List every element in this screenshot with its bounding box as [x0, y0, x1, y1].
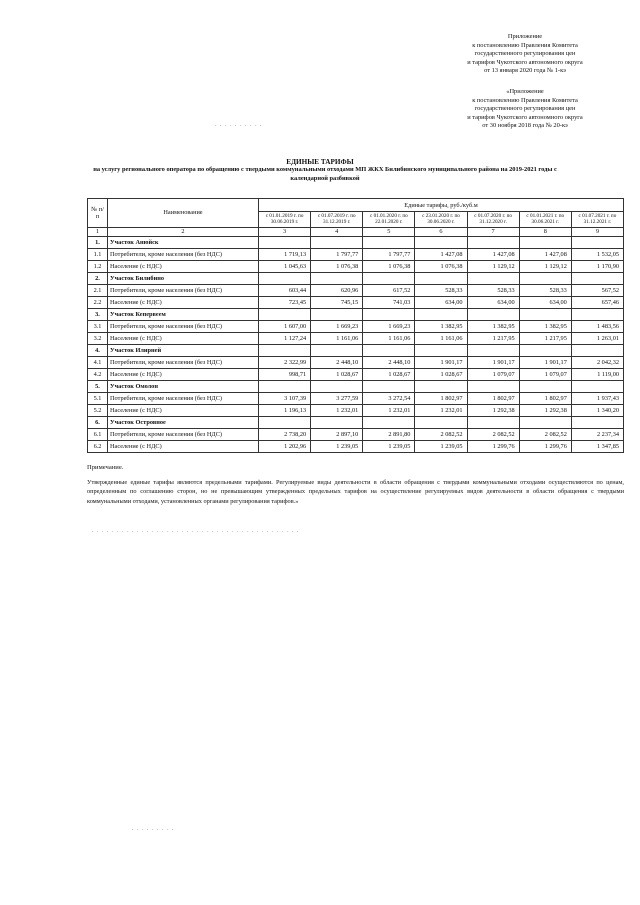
- section-name: Участок Илирней: [108, 344, 259, 356]
- row-number: 2.1: [88, 284, 108, 296]
- tariff-value: [467, 416, 519, 428]
- tariff-value: [311, 272, 363, 284]
- tariff-value: [571, 344, 623, 356]
- row-number: 1.: [88, 236, 108, 248]
- column-index: 9: [571, 227, 623, 236]
- header-line: к постановлению Правления Комитета: [472, 96, 578, 104]
- header-line: Приложение: [507, 33, 543, 40]
- row-name: Потребители, кроме населения (без НДС): [108, 356, 259, 368]
- table-row: [88, 248, 624, 260]
- header-line: государственного регулирования цен: [474, 50, 576, 58]
- section-name: Участок Кепервеем: [108, 308, 259, 320]
- col-name-header: Наименование: [108, 199, 259, 228]
- appendix-header: [430, 33, 620, 76]
- scan-noise: . . . . . . . . .: [132, 826, 175, 832]
- appendix-header-original: [430, 88, 620, 131]
- column-index: 1: [88, 227, 108, 236]
- tariff-value: [259, 344, 311, 356]
- tariff-value: 1 901,17: [467, 356, 519, 368]
- row-number: 1.2: [88, 260, 108, 272]
- tariff-value: 1 196,13: [259, 404, 311, 416]
- tariff-value: [519, 308, 571, 320]
- tariff-value: 2 082,52: [415, 428, 467, 440]
- tariff-value: [415, 236, 467, 248]
- tariff-value: [415, 380, 467, 392]
- tariff-value: 745,15: [311, 296, 363, 308]
- tariff-value: 1 217,95: [519, 332, 571, 344]
- tariff-value: 1 028,67: [311, 368, 363, 380]
- tariff-value: 2 448,10: [363, 356, 415, 368]
- table-row: [88, 404, 624, 416]
- note-text: Утвержденные единые тарифы являются предельными тарифами. Регулируемые виды деятельности в области обращения с твердыми коммунальными отходами осуществляются по ценам, определенным по соглашению сторон, но не превышающим утвержденных предельных тарифов на осуществление регулируемых видов деятельности в области обращения с твердыми коммунальными отходами, установленных органами регулирования тарифов.»: [87, 479, 624, 505]
- tariff-value: 1 239,05: [415, 440, 467, 452]
- period-header: с 01.07.2019 г. по 31.12.2019 г.: [311, 212, 363, 228]
- tariff-value: 1 802,97: [519, 392, 571, 404]
- tariff-value: 1 901,17: [519, 356, 571, 368]
- tariff-value: 2 042,32: [571, 356, 623, 368]
- tariff-value: 1 802,97: [467, 392, 519, 404]
- column-index: 7: [467, 227, 519, 236]
- tariff-value: [519, 344, 571, 356]
- period-header: с 23.01.2020 г. по 30.06.2020 г.: [415, 212, 467, 228]
- header-line: от 13 января 2020 года № 1-кэ: [484, 67, 566, 75]
- tariff-value: 3 277,59: [311, 392, 363, 404]
- row-number: 4.1: [88, 356, 108, 368]
- tariff-value: [311, 344, 363, 356]
- tariff-value: [311, 236, 363, 248]
- row-name: Население (с НДС): [108, 440, 259, 452]
- tariff-value: 1 129,12: [519, 260, 571, 272]
- tariff-value: 1 427,08: [415, 248, 467, 260]
- header-line: «Приложение: [506, 88, 544, 95]
- tariff-value: 1 239,05: [311, 440, 363, 452]
- column-index: 6: [415, 227, 467, 236]
- period-header: с 01.01.2021 г. по 30.06.2021 г.: [519, 212, 571, 228]
- tariff-value: 1 028,67: [363, 368, 415, 380]
- period-header: с 01.07.2021 г. по 31.12.2021 г.: [571, 212, 623, 228]
- tariff-value: [259, 236, 311, 248]
- row-number: 4.: [88, 344, 108, 356]
- row-name: Население (с НДС): [108, 260, 259, 272]
- tariff-value: 620,96: [311, 284, 363, 296]
- section-name: Участок Омолон: [108, 380, 259, 392]
- row-number: 5.2: [88, 404, 108, 416]
- section-row: [88, 236, 624, 248]
- tariff-value: 2 448,10: [311, 356, 363, 368]
- tariff-value: 1 382,95: [467, 320, 519, 332]
- row-name: Население (с НДС): [108, 296, 259, 308]
- tariff-value: 1 669,23: [363, 320, 415, 332]
- tariff-value: 1 340,20: [571, 404, 623, 416]
- section-row: [88, 272, 624, 284]
- tariff-value: 528,33: [467, 284, 519, 296]
- tariff-value: 1 797,77: [363, 248, 415, 260]
- row-name: Потребители, кроме населения (без НДС): [108, 284, 259, 296]
- tariff-value: 1 937,43: [571, 392, 623, 404]
- tariff-value: [519, 380, 571, 392]
- tariff-value: [363, 380, 415, 392]
- section-name: Участок Анюйск: [108, 236, 259, 248]
- table-row: [88, 320, 624, 332]
- header-line: к постановлению Правления Комитета: [472, 41, 578, 49]
- row-number: 5.1: [88, 392, 108, 404]
- tariff-value: 1 382,95: [415, 320, 467, 332]
- tariff-value: 1 483,56: [571, 320, 623, 332]
- column-index: 8: [519, 227, 571, 236]
- period-header: с 01.01.2019 г. по 30.06.2019 г.: [259, 212, 311, 228]
- tariff-value: 1 719,13: [259, 248, 311, 260]
- table-row: [88, 332, 624, 344]
- tariff-value: 2 891,80: [363, 428, 415, 440]
- tariff-value: 1 232,01: [415, 404, 467, 416]
- tariff-value: [519, 272, 571, 284]
- row-number: 1.1: [88, 248, 108, 260]
- tariff-value: [415, 308, 467, 320]
- tariff-value: 1 232,01: [311, 404, 363, 416]
- tariff-value: 1 292,38: [467, 404, 519, 416]
- tariff-value: 1 217,95: [467, 332, 519, 344]
- row-number: 6.: [88, 416, 108, 428]
- tariff-value: 617,52: [363, 284, 415, 296]
- tariff-value: [467, 236, 519, 248]
- tariff-value: 1 292,38: [519, 404, 571, 416]
- tariff-value: 3 107,39: [259, 392, 311, 404]
- row-name: Потребители, кроме населения (без НДС): [108, 428, 259, 440]
- section-row: [88, 308, 624, 320]
- tariff-value: 634,00: [467, 296, 519, 308]
- tariff-value: [571, 416, 623, 428]
- section-row: [88, 344, 624, 356]
- row-name: Потребители, кроме населения (без НДС): [108, 320, 259, 332]
- tariff-value: 1 797,77: [311, 248, 363, 260]
- tariff-value: [259, 416, 311, 428]
- header-line: и тарифов Чукотского автономного округа: [467, 58, 583, 66]
- period-header: с 01.07.2020 г. по 31.12.2020 г.: [467, 212, 519, 228]
- header-line: и тарифов Чукотского автономного округа: [467, 113, 583, 121]
- tariff-value: 1 127,24: [259, 332, 311, 344]
- tariff-value: [467, 308, 519, 320]
- header-line: от 30 ноября 2018 года № 20-кэ: [482, 122, 568, 130]
- row-name: Потребители, кроме населения (без НДС): [108, 392, 259, 404]
- column-index: 5: [363, 227, 415, 236]
- col-no-header: № п/п: [88, 199, 108, 228]
- tariff-value: 1 076,38: [415, 260, 467, 272]
- column-index: 3: [259, 227, 311, 236]
- tariff-value: 2 738,20: [259, 428, 311, 440]
- tariff-value: 1 161,06: [415, 332, 467, 344]
- tariff-value: [311, 380, 363, 392]
- tariff-value: 1 161,06: [363, 332, 415, 344]
- tariff-value: 1 076,38: [363, 260, 415, 272]
- tariff-value: [571, 272, 623, 284]
- tariff-value: 634,00: [519, 296, 571, 308]
- tariff-value: [571, 308, 623, 320]
- tariff-value: 1 299,76: [467, 440, 519, 452]
- tariff-value: 1 129,12: [467, 260, 519, 272]
- tariff-value: [363, 272, 415, 284]
- row-name: Население (с НДС): [108, 368, 259, 380]
- tariff-value: [259, 308, 311, 320]
- tariff-value: 1 299,76: [519, 440, 571, 452]
- tariff-value: 998,71: [259, 368, 311, 380]
- tariff-value: 1 079,07: [467, 368, 519, 380]
- tariff-value: [363, 416, 415, 428]
- tariff-value: 1 239,05: [363, 440, 415, 452]
- table-row: [88, 296, 624, 308]
- tariff-value: [311, 308, 363, 320]
- row-name: Потребители, кроме населения (без НДС): [108, 248, 259, 260]
- tariff-value: [311, 416, 363, 428]
- tariff-value: [259, 272, 311, 284]
- row-number: 4.2: [88, 368, 108, 380]
- period-header: с 01.01.2020 г. по 22.01.2020 г.: [363, 212, 415, 228]
- tariff-value: 1 901,17: [415, 356, 467, 368]
- tariff-value: [467, 380, 519, 392]
- tariff-value: 528,33: [415, 284, 467, 296]
- group-header: Единые тарифы, руб./куб.м: [259, 199, 624, 212]
- tariff-value: 1 170,90: [571, 260, 623, 272]
- table-row: [88, 284, 624, 296]
- tariff-value: 2 897,10: [311, 428, 363, 440]
- tariff-value: 741,03: [363, 296, 415, 308]
- row-number: 2.: [88, 272, 108, 284]
- tariff-value: 1 347,85: [571, 440, 623, 452]
- tariff-value: 1 532,05: [571, 248, 623, 260]
- row-number: 5.: [88, 380, 108, 392]
- tariff-value: [519, 416, 571, 428]
- tariff-value: 1 076,38: [311, 260, 363, 272]
- tariff-value: 1 232,01: [363, 404, 415, 416]
- scan-noise: . . . . . . . . . .: [215, 122, 263, 128]
- row-number: 3.1: [88, 320, 108, 332]
- row-name: Население (с НДС): [108, 332, 259, 344]
- tariff-value: 1 045,63: [259, 260, 311, 272]
- tariff-value: 567,52: [571, 284, 623, 296]
- column-index: 4: [311, 227, 363, 236]
- tariff-value: 1 669,23: [311, 320, 363, 332]
- tariff-value: [363, 344, 415, 356]
- table-row: [88, 356, 624, 368]
- tariff-value: 1 263,01: [571, 332, 623, 344]
- tariff-value: 1 202,96: [259, 440, 311, 452]
- column-index: 2: [108, 227, 259, 236]
- section-row: [88, 416, 624, 428]
- scan-noise: . . . . . . . . . . . . . . . . . . . . . . . . . . . . . . . . . . . . . . . . . .: [92, 528, 300, 534]
- tariff-value: 1 382,95: [519, 320, 571, 332]
- document-title: ЕДИНЫЕ ТАРИФЫ: [286, 158, 354, 166]
- row-number: 3.2: [88, 332, 108, 344]
- tariff-value: 1 607,00: [259, 320, 311, 332]
- tariff-value: [519, 236, 571, 248]
- table-row: [88, 428, 624, 440]
- tariff-value: [363, 308, 415, 320]
- document-subtitle: на услугу регионального оператора по обращению с твердыми коммунальными отходами МП ЖКХ Билибинского муниципального района на 2019-2021 годы с календарной разбивкой: [93, 166, 557, 182]
- tariff-value: [415, 416, 467, 428]
- tariff-value: [259, 380, 311, 392]
- table-row: [88, 260, 624, 272]
- tariff-value: 1 427,08: [467, 248, 519, 260]
- tariff-value: [571, 380, 623, 392]
- tariff-value: [467, 344, 519, 356]
- section-row: [88, 380, 624, 392]
- tariff-value: 2 322,99: [259, 356, 311, 368]
- tariff-value: 1 427,08: [519, 248, 571, 260]
- tariff-value: [363, 236, 415, 248]
- section-name: Участок Островное: [108, 416, 259, 428]
- tariff-value: 3 272,54: [363, 392, 415, 404]
- tariff-value: 528,33: [519, 284, 571, 296]
- tariff-value: 657,46: [571, 296, 623, 308]
- tariff-value: 1 079,07: [519, 368, 571, 380]
- table-row: [88, 440, 624, 452]
- row-number: 2.2: [88, 296, 108, 308]
- row-number: 3.: [88, 308, 108, 320]
- section-name: Участок Билибино: [108, 272, 259, 284]
- table-row: [88, 368, 624, 380]
- tariff-value: 1 028,67: [415, 368, 467, 380]
- tariff-value: 2 082,52: [467, 428, 519, 440]
- tariff-value: 2 082,52: [519, 428, 571, 440]
- tariff-value: [467, 272, 519, 284]
- tariff-value: 603,44: [259, 284, 311, 296]
- tariff-value: 723,45: [259, 296, 311, 308]
- tariff-value: 1 161,06: [311, 332, 363, 344]
- tariff-table: [87, 198, 624, 453]
- tariff-value: [415, 344, 467, 356]
- tariff-value: 634,00: [415, 296, 467, 308]
- header-line: государственного регулирования цен: [474, 105, 576, 113]
- tariff-value: [415, 272, 467, 284]
- row-number: 6.2: [88, 440, 108, 452]
- note-title: Примечание.: [87, 464, 124, 471]
- tariff-value: 1 119,00: [571, 368, 623, 380]
- table-row: [88, 392, 624, 404]
- tariff-value: [571, 236, 623, 248]
- row-number: 6.1: [88, 428, 108, 440]
- row-name: Население (с НДС): [108, 404, 259, 416]
- tariff-value: 1 802,97: [415, 392, 467, 404]
- tariff-value: 2 237,34: [571, 428, 623, 440]
